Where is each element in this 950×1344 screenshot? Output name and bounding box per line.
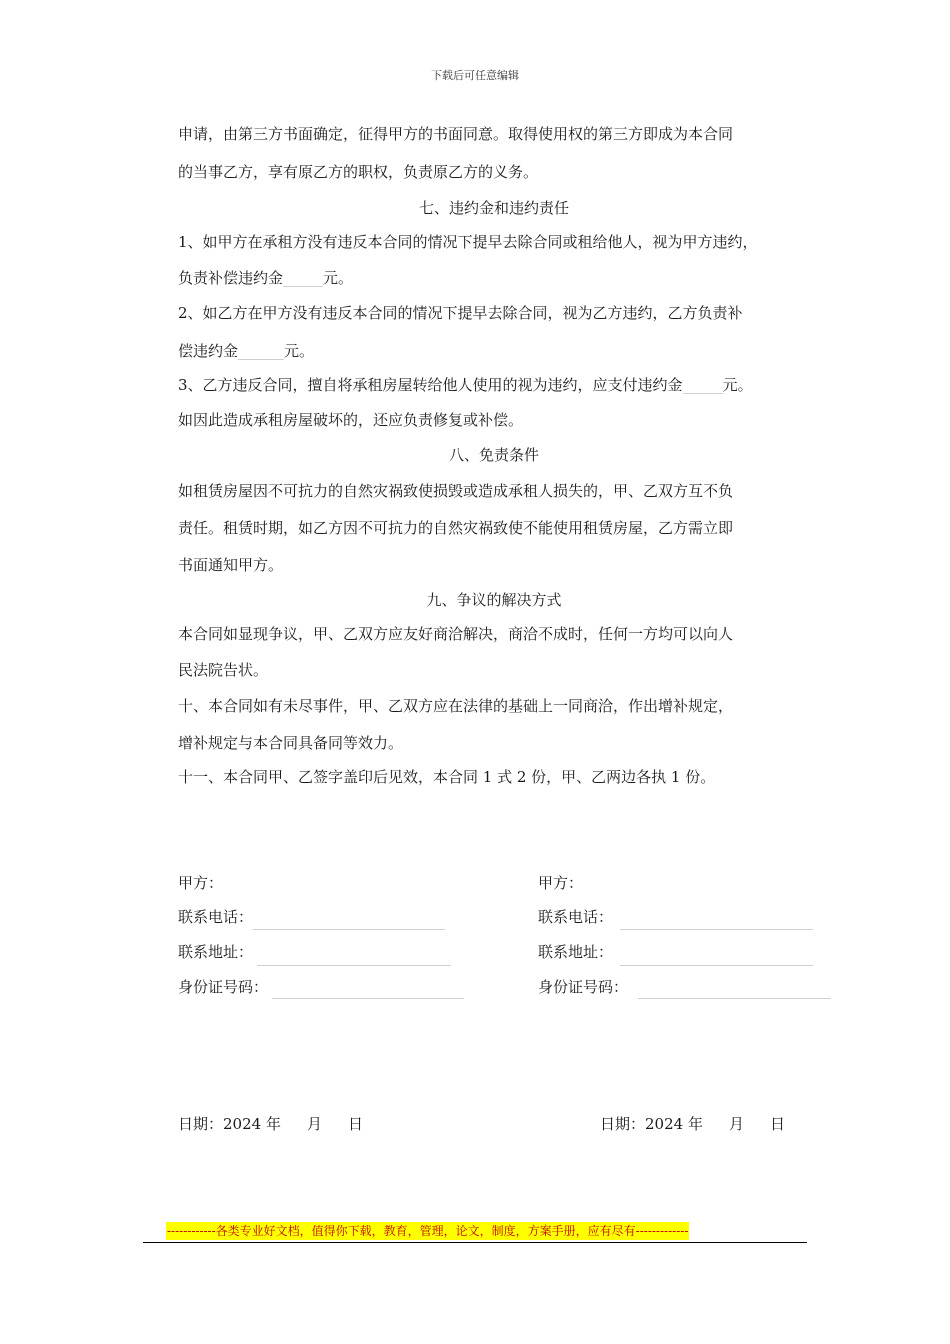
date-month: 月 [306, 1115, 322, 1133]
id-number-label: 身份证号码： [538, 978, 629, 996]
address-field-right[interactable] [620, 965, 813, 966]
paragraph-line: 的当事乙方，享有原乙方的职权，负责原乙方的义务。 [178, 163, 539, 181]
fill-blank[interactable] [683, 379, 723, 394]
phone-label: 联系电话： [538, 908, 614, 926]
id-field-right[interactable] [638, 998, 831, 999]
date-day: 日 [347, 1115, 363, 1133]
address-label: 联系地址： [538, 943, 614, 961]
footer-divider [143, 1242, 807, 1243]
date-month: 月 [728, 1115, 744, 1133]
phone-field-left[interactable] [253, 929, 445, 930]
section-7-item-3-cont: 如因此造成承租房屋破坏的，还应负责修复或补偿。 [178, 411, 524, 429]
paragraph-line: 本合同如显现争议，甲、乙双方应友好商洽解决，商洽不成时，任何一方均可以向人 [178, 625, 734, 643]
section-7-item-3 [178, 375, 753, 395]
paragraph-line: 申请，由第三方书面确定，征得甲方的书面同意。取得使用权的第三方即成为本合同 [178, 125, 734, 143]
party-a-label: 甲方： [178, 874, 224, 892]
section-7-item-1-cont [178, 268, 353, 288]
section-7-title: 七、违约金和违约责任 [418, 199, 569, 217]
address-label: 联系地址： [178, 943, 254, 961]
paragraph-line: 责任。租赁时期，如乙方因不可抗力的自然灾祸致使不能使用租赁房屋，乙方需立即 [178, 519, 734, 537]
fill-blank[interactable] [283, 272, 323, 287]
paragraph-line: 十、本合同如有未尽事件，甲、乙双方应在法律的基础上一同商洽，作出增补规定， [178, 697, 734, 715]
date-left [178, 1114, 363, 1134]
id-number-label: 身份证号码： [178, 978, 269, 996]
text: 3、乙方违反合同，擅自将承租房屋转给他人使用的视为违约，应支付违约金 [178, 376, 683, 394]
section-7-item-1: 1、如甲方在承租方没有违反本合同的情况下提早去除合同或租给他人，视为甲方违约， [178, 233, 758, 251]
date-right [600, 1114, 785, 1134]
phone-field-right[interactable] [620, 929, 813, 930]
text: 元。 [323, 269, 354, 287]
date-day: 日 [769, 1115, 785, 1133]
section-8-title: 八、免责条件 [448, 446, 539, 464]
text: 偿违约金 [178, 342, 239, 360]
text: 元。 [722, 376, 753, 394]
paragraph-line: 十一、本合同甲、乙签字盖印后见效，本合同 1 式 2 份，甲、乙两边各执 1 份。 [178, 768, 716, 786]
fill-blank[interactable] [238, 345, 284, 360]
paragraph-line: 增补规定与本合同具备同等效力。 [178, 734, 404, 752]
address-field-left[interactable] [257, 965, 451, 966]
text: 负责补偿违约金 [178, 269, 284, 287]
date-label: 日期：2024 年 [178, 1115, 281, 1133]
paragraph-line: 民法院告状。 [178, 661, 269, 679]
text: 元。 [284, 342, 315, 360]
id-field-left[interactable] [272, 998, 464, 999]
party-b-label: 甲方： [538, 874, 584, 892]
page-header-note: 下载后可任意编辑 [431, 69, 519, 82]
paragraph-line: 书面通知甲方。 [178, 556, 284, 574]
date-label: 日期：2024 年 [600, 1115, 703, 1133]
footer-banner: ------------各类专业好文档，值得你下载，教育，管理，论文，制度，方案手册，应有尽有------------- [167, 1224, 689, 1238]
section-9-title: 九、争议的解决方式 [426, 591, 562, 609]
section-7-item-2-cont [178, 341, 314, 361]
phone-label: 联系电话： [178, 908, 254, 926]
section-7-item-2: 2、如乙方在甲方没有违反本合同的情况下提早去除合同，视为乙方违约，乙方负责补 [178, 304, 743, 322]
paragraph-line: 如租赁房屋因不可抗力的自然灾祸致使损毁或造成承租人损失的，甲、乙双方互不负 [178, 482, 734, 500]
